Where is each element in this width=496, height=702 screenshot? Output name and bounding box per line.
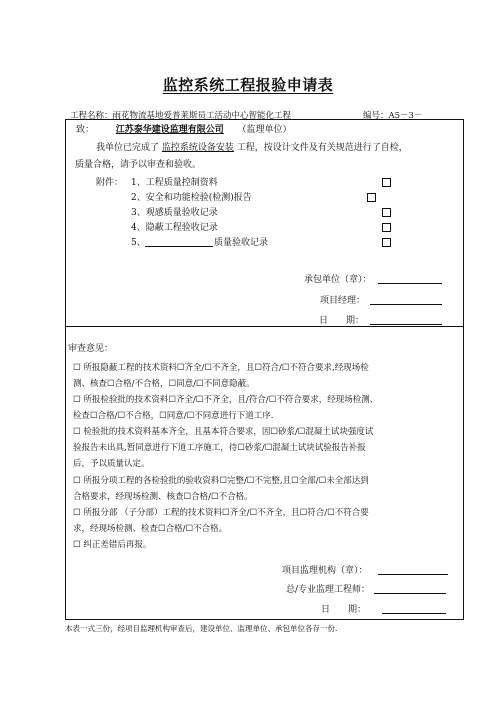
to-company: 江苏泰华建设监理有限公司 [115, 125, 224, 135]
intro-line-2: 质量合格，请予以审查和验收。 [75, 160, 202, 170]
review-line: 合格要求，经现场检测、核查☐合格/☐不合格。 [73, 492, 253, 502]
review-line: 验报告未出具,暂同意进行下道工序施工，待☐砂浆/☐混凝土试块试验报告补报 [73, 443, 366, 453]
attachment-item-5-blank[interactable] [145, 246, 213, 247]
to-suffix: （监理单位） [237, 125, 292, 135]
review-line: 求，经现场检测、检查☐合格/☐不合格。 [73, 524, 228, 534]
supervisor-date-field[interactable] [382, 613, 446, 614]
attachment-checkbox-2[interactable] [367, 193, 376, 202]
intro-work: 监控系统设备安装 [161, 143, 234, 153]
attachment-checkbox-1[interactable] [382, 178, 391, 187]
attachment-item-3: 3、观感质量验收记录 [131, 208, 218, 218]
footnote: 本表一式三份，经项目监理机构审查后，建设单位、监理单位、承包单位各存一份. [65, 624, 338, 633]
review-line: ☐ 所报分部 （子分部）工程的技术资料☐齐全/☐不齐全，且☐符合/☐不符合要 [73, 508, 369, 518]
intro-line-1 [96, 140, 408, 153]
review-line: 后，予以质量认定。 [73, 459, 150, 469]
attachment-item-5-prefix: 5、 [131, 238, 146, 248]
review-line: 检查☐合格/☐不合格，☐同意/☐不同意进行下道工序. [73, 411, 274, 421]
review-line: ☐ 所报分项工程的各检验批的验收资料☐完整/☐不完整,且☐全部/☐未全部达到 [73, 476, 369, 486]
intro-suffix: 工程，按设计文件及有关规范进行了自检， [236, 143, 408, 153]
review-line: ☐ 纠正差错后再报。 [73, 540, 152, 550]
serial-label: 编号： [363, 111, 389, 121]
contractor-unit-field[interactable] [378, 283, 442, 284]
supervisor-engineer-label: 总/专业监理工程师： [286, 585, 371, 595]
project-label: 工程名称： [70, 111, 113, 121]
attachment-checkbox-3[interactable] [382, 208, 391, 217]
review-line: 测、核查☐合格/不合格，☐同意/☐不同意隐蔽。 [73, 379, 255, 389]
attachment-item-1: 1、工程质量控制资料 [131, 178, 218, 188]
attachment-item-5: 质量验收记录 [214, 238, 269, 248]
contractor-unit-label: 承包单位（章）： [304, 275, 372, 285]
supervisor-engineer-field[interactable] [374, 593, 446, 594]
supervisor-org-label: 项目监理机构（章）： [282, 566, 368, 576]
attachment-item-4: 4、隐蔽工程验收记录 [131, 223, 218, 233]
project-name: 雨花物流基地爱普莱斯员工活动中心智能化工程 [112, 111, 292, 121]
to-row [76, 122, 292, 135]
attachment-item-2: 2、安全和功能检验(检测)报告 [131, 193, 252, 203]
contractor-date-label: 日 期： [319, 316, 365, 326]
review-line: ☐ 所报隐蔽工程的技术资料☐齐全/☐不齐全，且☐符合/☐不符合要求,经现场检 [73, 363, 369, 373]
supervisor-date-label: 日 期： [321, 605, 367, 615]
attachment-checkbox-4[interactable] [382, 223, 391, 232]
review-line: ☐ 检验批的技术资料基本齐全，且基本符合要求，因☐砂浆/☐混凝土试块强度试 [73, 427, 374, 437]
serial-value: A5－3－ [388, 111, 423, 121]
attachments-label: 附件： [96, 178, 124, 188]
project-manager-label: 项目经理： [320, 296, 366, 306]
review-line: ☐ 所报检验批的技术资料☐齐全/☐不齐全，且/符合/☐不符合要求，经现场检测、 [73, 395, 379, 405]
intro-prefix: 我单位已完成了 [96, 143, 160, 153]
contractor-date-field[interactable] [370, 324, 442, 325]
form-title: 监控系统工程报验申请表 [162, 76, 334, 94]
project-manager-field[interactable] [370, 304, 442, 305]
section-divider [65, 326, 464, 327]
review-label: 审查意见： [68, 344, 114, 354]
supervisor-org-field[interactable] [378, 574, 448, 575]
to-label: 致： [76, 125, 95, 135]
attachment-checkbox-5[interactable] [382, 238, 391, 247]
